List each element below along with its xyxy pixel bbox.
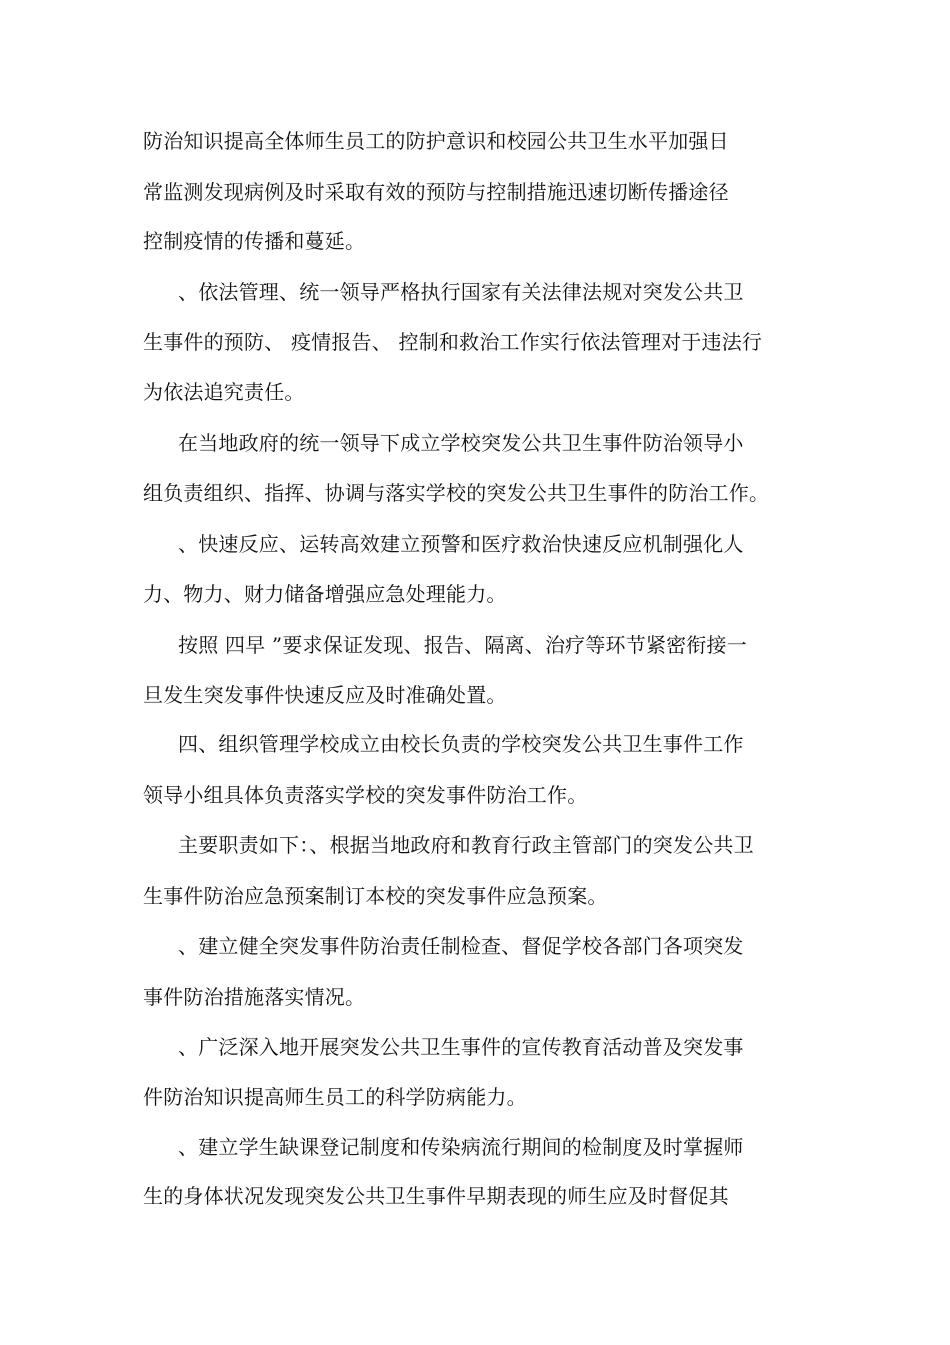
text-line: 常监测发现病例及时采取有效的预防与控制措施迅速切断传播途径 [143,180,729,204]
text-line: 防治知识提高全体师生员工的防护意识和校园公共卫生水平加强日 [143,129,729,153]
text-line: 事件防治措施落实情况。 [143,985,366,1009]
text-line: 生事件的预防、 疫情报告、 控制和救治工作实行依法管理对于违法行 [143,330,763,354]
text-line: 主要职责如下：、根据当地政府和教育行政主管部门的突发公共卫 [178,833,754,857]
text-line: 控制疫情的传播和蔓延。 [143,229,366,253]
text-line: 在当地政府的统一领导下成立学校突发公共卫生事件防治领导小 [178,431,744,455]
text-line: 、建立学生缺课登记制度和传染病流行期间的检制度及时掌握师 [178,1135,744,1159]
text-line: 、依法管理、统一领导严格执行国家有关法律法规对突发公共卫 [178,280,744,304]
text-line: 、快速反应、运转高效建立预警和医疗救治快速反应机制强化人 [178,532,744,556]
text-line: 生的身体状况发现突发公共卫生事件早期表现的师生应及时督促其 [143,1184,729,1208]
text-line: 、广泛深入地开展突发公共卫生事件的宣传教育活动普及突发事 [178,1035,744,1059]
text-line: 为依法追究责任。 [143,380,305,404]
text-line: 组负责组织、指挥、协调与落实学校的突发公共卫生事件的防治工作。 [143,481,770,505]
text-line: 按照 四早 ”要求保证发现、报告、隔离、治疗等环节紧密衔接一 [178,633,747,657]
text-line: 旦发生突发事件快速反应及时准确处置。 [143,683,507,707]
text-line: 四、组织管理学校成立由校长负责的学校突发公共卫生事件工作 [178,732,744,756]
text-line: 、建立健全突发事件防治责任制检查、督促学校各部门各项突发 [178,934,744,958]
text-line: 件防治知识提高师生员工的科学防病能力。 [143,1085,527,1109]
text-line: 力、物力、财力储备增强应急处理能力。 [143,582,507,606]
text-line: 生事件防治应急预案制订本校的突发事件应急预案。 [143,884,608,908]
text-line: 领导小组具体负责落实学校的突发事件防治工作。 [143,783,588,807]
